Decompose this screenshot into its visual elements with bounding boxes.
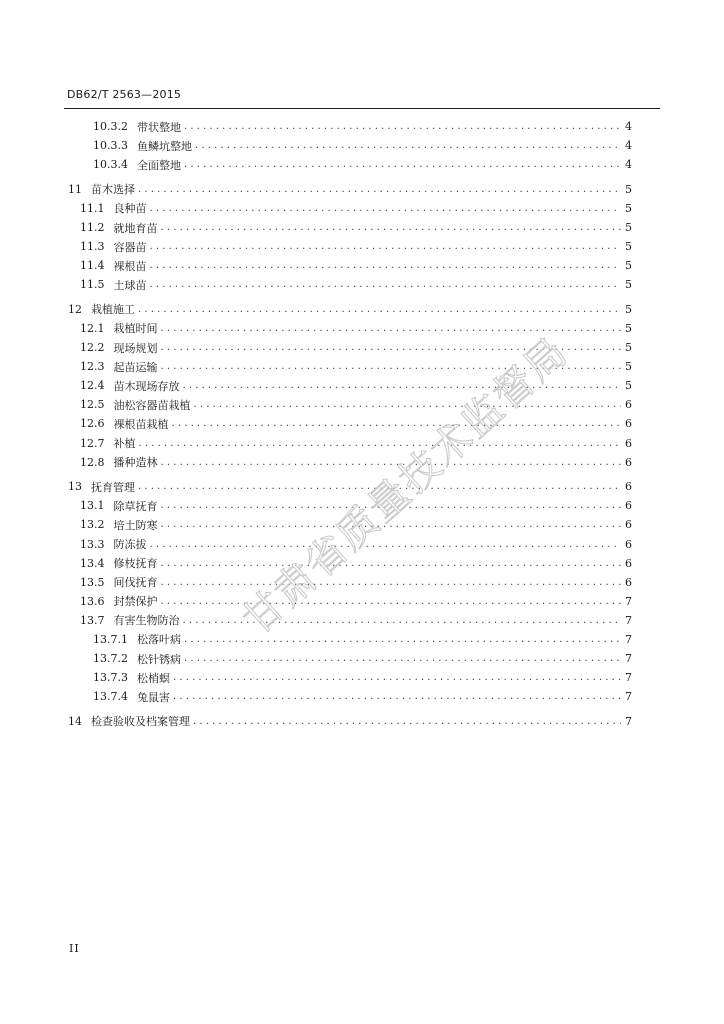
toc-entry-page: 5 <box>625 182 632 196</box>
toc-entry-page: 5 <box>625 302 632 316</box>
toc-entry-title: 有害生物防治 <box>113 614 180 628</box>
toc-dot-leader <box>138 304 621 315</box>
toc-entry[interactable] <box>64 256 632 275</box>
toc-entry[interactable] <box>64 155 632 174</box>
toc-entry-number: 13.7.2 <box>93 652 128 666</box>
toc-dot-leader <box>184 159 621 170</box>
toc-entry-title: 除草抚育 <box>113 499 158 513</box>
toc-entry[interactable] <box>64 592 632 611</box>
toc-entry-number: 12.8 <box>80 455 105 469</box>
toc-entry[interactable] <box>64 611 632 630</box>
toc-entry-title: 抚育管理 <box>91 480 135 494</box>
toc-entry[interactable] <box>64 453 632 472</box>
toc-dot-leader <box>150 279 622 290</box>
toc-entry-page: 6 <box>625 499 632 513</box>
table-of-contents <box>64 117 632 731</box>
toc-entry-title: 裸根苗栽植 <box>113 417 169 431</box>
toc-entry-number: 13.7 <box>80 613 105 627</box>
toc-entry[interactable] <box>64 199 632 218</box>
toc-entry-page: 6 <box>625 398 632 412</box>
toc-entry-number: 13.5 <box>80 575 105 589</box>
toc-entry[interactable] <box>64 434 632 453</box>
toc-dot-leader <box>194 399 622 410</box>
toc-entry[interactable] <box>64 668 632 687</box>
toc-dot-leader <box>173 672 621 683</box>
toc-entry-number: 12.7 <box>80 436 105 450</box>
toc-dot-leader <box>138 184 621 195</box>
toc-entry-title: 兔鼠害 <box>137 690 170 704</box>
toc-entry-title: 良种苗 <box>113 202 147 216</box>
toc-entry-page: 4 <box>625 120 632 134</box>
toc-entry-number: 13.6 <box>80 594 105 608</box>
header-rule <box>64 108 660 109</box>
toc-entry-page: 7 <box>625 714 632 728</box>
toc-dot-leader <box>161 577 622 588</box>
toc-entry-title: 检查验收及档案管理 <box>91 715 190 729</box>
toc-entry-page: 6 <box>625 575 632 589</box>
toc-entry-title: 全面整地 <box>137 158 181 172</box>
toc-entry[interactable] <box>64 630 632 649</box>
toc-entry-number: 13 <box>68 480 82 494</box>
toc-entry[interactable] <box>64 649 632 668</box>
toc-entry-page: 6 <box>625 455 632 469</box>
toc-entry-title: 松落叶病 <box>137 633 181 647</box>
toc-entry-page: 6 <box>625 417 632 431</box>
toc-entry-page: 6 <box>625 480 632 494</box>
toc-entry[interactable] <box>64 414 632 433</box>
toc-entry-title: 间伐抚育 <box>113 576 158 590</box>
toc-entry[interactable] <box>64 395 632 414</box>
toc-dot-leader <box>172 418 622 429</box>
toc-entry-page: 7 <box>625 613 632 627</box>
toc-entry-title: 栽植施工 <box>91 303 135 317</box>
toc-entry-number: 12.2 <box>80 341 105 355</box>
toc-entry-title: 培土防寒 <box>113 518 158 532</box>
toc-entry-page: 5 <box>625 259 632 273</box>
toc-entry-page: 5 <box>625 360 632 374</box>
document-id: DB62/T 2563—2015 <box>67 88 182 101</box>
toc-entry[interactable] <box>64 117 632 136</box>
toc-entry[interactable] <box>64 136 632 155</box>
toc-dot-leader <box>193 716 621 727</box>
toc-entry[interactable] <box>64 237 632 256</box>
toc-entry-page: 7 <box>625 594 632 608</box>
toc-entry-page: 6 <box>625 556 632 570</box>
toc-entry-number: 12.4 <box>80 379 105 393</box>
toc-entry[interactable] <box>64 275 632 294</box>
toc-entry-title: 苗木现场存放 <box>113 379 180 393</box>
toc-dot-leader <box>150 539 622 550</box>
toc-entry-number: 10.3.2 <box>93 120 128 134</box>
toc-entry-title: 防冻拔 <box>113 538 147 552</box>
toc-dot-leader <box>161 323 622 334</box>
toc-entry-number: 11.2 <box>80 221 105 235</box>
toc-entry-title: 起苗运输 <box>113 360 158 374</box>
toc-entry-title: 播种造林 <box>113 456 158 470</box>
toc-entry-title: 土球苗 <box>113 278 147 292</box>
toc-entry-page: 5 <box>625 240 632 254</box>
toc-entry-title: 带状整地 <box>137 120 181 134</box>
toc-entry[interactable] <box>64 573 632 592</box>
toc-entry-title: 油松容器苗栽植 <box>113 398 191 412</box>
toc-entry-page: 7 <box>625 671 632 685</box>
toc-dot-leader <box>161 222 622 233</box>
toc-entry-title: 补植 <box>113 437 136 451</box>
toc-entry-page: 7 <box>625 652 632 666</box>
toc-dot-leader <box>195 140 621 151</box>
toc-entry-page: 4 <box>625 158 632 172</box>
toc-entry-number: 11.5 <box>80 278 105 292</box>
toc-entry-number: 11 <box>68 182 82 196</box>
toc-entry-page: 7 <box>625 690 632 704</box>
toc-entry-number: 13.2 <box>80 518 105 532</box>
toc-entry-page: 5 <box>625 278 632 292</box>
toc-entry-title: 封禁保护 <box>113 595 158 609</box>
toc-entry-page: 6 <box>625 518 632 532</box>
toc-entry[interactable] <box>64 218 632 237</box>
toc-entry-page: 5 <box>625 201 632 215</box>
toc-entry-page: 7 <box>625 632 632 646</box>
toc-dot-leader <box>161 558 622 569</box>
toc-entry-title: 栽植时间 <box>113 322 158 336</box>
toc-dot-leader <box>150 203 622 214</box>
toc-dot-leader <box>139 438 622 449</box>
toc-entry-title: 现场规划 <box>113 341 158 355</box>
toc-entry-page: 5 <box>625 379 632 393</box>
toc-entry-number: 13.3 <box>80 537 105 551</box>
toc-entry-title: 松针锈病 <box>137 652 181 666</box>
toc-dot-leader <box>184 634 621 645</box>
toc-entry[interactable] <box>64 687 632 706</box>
toc-entry-page: 5 <box>625 221 632 235</box>
toc-entry-number: 11.4 <box>80 259 105 273</box>
toc-entry-title: 就地育苗 <box>113 221 158 235</box>
toc-entry-number: 13.7.1 <box>93 632 128 646</box>
toc-entry-title: 修枝抚育 <box>113 557 158 571</box>
toc-entry-title: 鱼鳞坑整地 <box>137 139 192 153</box>
toc-entry-number: 12 <box>68 302 82 316</box>
toc-entry-title: 裸根苗 <box>113 259 147 273</box>
toc-entry-number: 10.3.3 <box>93 139 128 153</box>
toc-entry-number: 13.4 <box>80 556 105 570</box>
toc-entry-number: 13.7.4 <box>93 690 128 704</box>
toc-entry[interactable] <box>64 300 632 319</box>
toc-dot-leader <box>184 121 621 132</box>
toc-entry-title: 容器苗 <box>113 240 147 254</box>
toc-entry-page: 6 <box>625 436 632 450</box>
toc-entry-number: 14 <box>68 714 82 728</box>
toc-dot-leader <box>173 691 621 702</box>
toc-dot-leader <box>150 241 622 252</box>
toc-entry[interactable] <box>64 180 632 199</box>
toc-entry-number: 11.1 <box>80 201 105 215</box>
toc-entry-number: 12.1 <box>80 321 105 335</box>
toc-entry-number: 12.3 <box>80 360 105 374</box>
page-number: II <box>69 942 80 955</box>
toc-dot-leader <box>150 260 622 271</box>
toc-entry[interactable] <box>64 712 632 731</box>
toc-entry-number: 12.5 <box>80 398 105 412</box>
toc-entry-page: 5 <box>625 321 632 335</box>
toc-entry-number: 12.6 <box>80 417 105 431</box>
toc-entry-title: 苗木选择 <box>91 183 135 197</box>
toc-entry-title: 松梢螟 <box>137 671 170 685</box>
toc-entry-number: 13.1 <box>80 499 105 513</box>
toc-entry-page: 6 <box>625 537 632 551</box>
toc-entry-number: 11.3 <box>80 240 105 254</box>
toc-entry-page: 4 <box>625 139 632 153</box>
toc-dot-leader <box>184 653 621 664</box>
watermark-stamp: 甘肃省质量技术监督局 <box>234 328 578 644</box>
toc-entry-page: 5 <box>625 341 632 355</box>
toc-entry-number: 10.3.4 <box>93 158 128 172</box>
toc-entry-number: 13.7.3 <box>93 671 128 685</box>
